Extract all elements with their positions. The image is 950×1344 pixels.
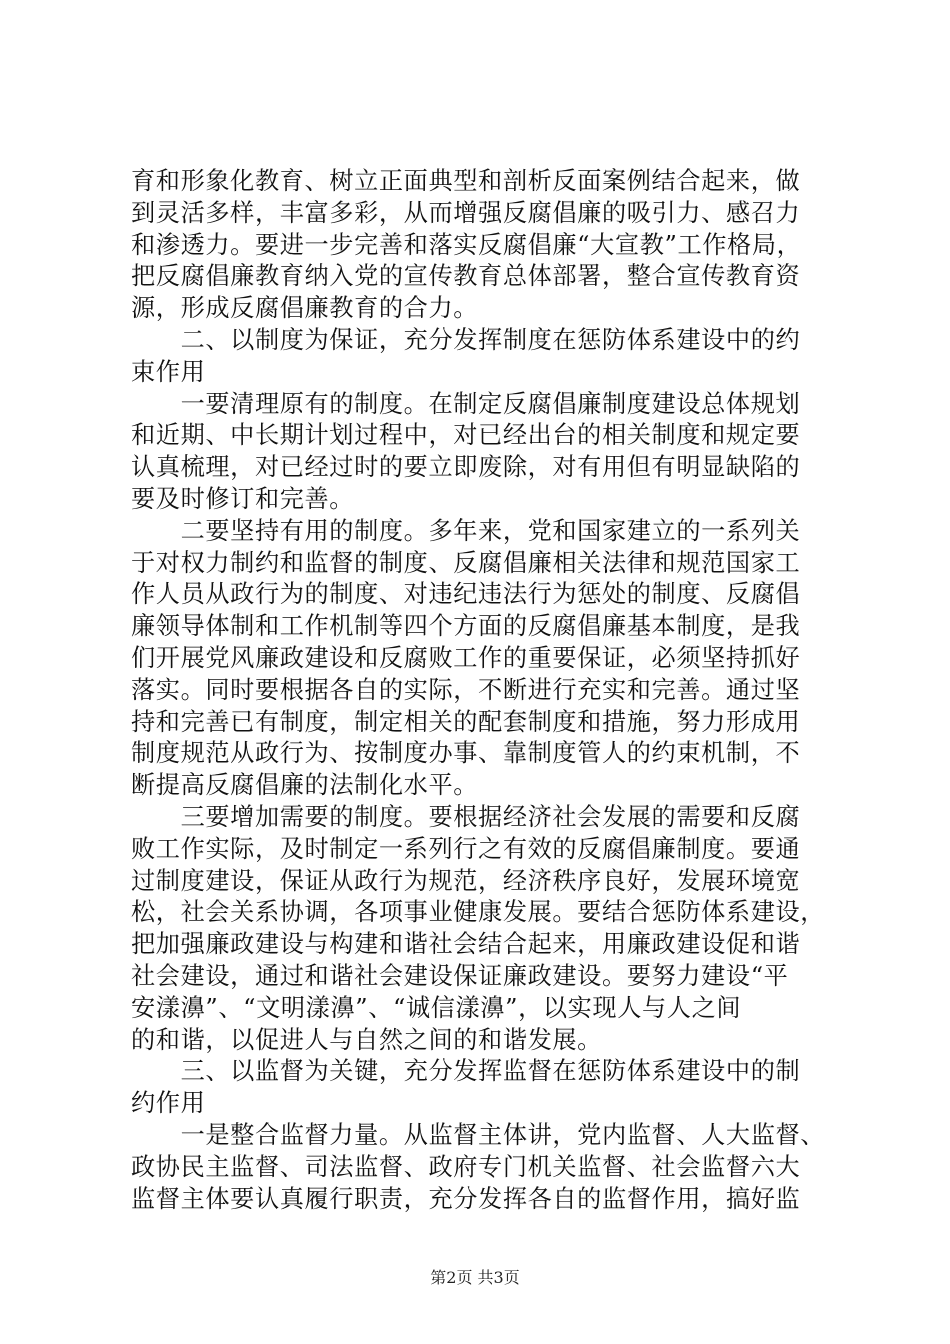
text-line: 败工作实际，及时制定一系列行之有效的反腐倡廉制度。要通 — [131, 834, 801, 863]
text-line: 束作用 — [131, 357, 206, 386]
text-line: 们开展党风廉政建设和反腐败工作的重要保证，必须坚持抓好 — [131, 643, 801, 672]
text-line: 社会建设，通过和谐社会建设保证廉政建设。要努力建设“平 — [131, 961, 789, 990]
text-line: 和渗透力。要进一步完善和落实反腐倡廉“大宣教”工作格局， — [131, 230, 802, 259]
text-line: 三要增加需要的制度。要根据经济社会发展的需要和反腐 — [131, 802, 801, 831]
text-line: 和近期、中长期计划过程中，对已经出台的相关制度和规定要 — [131, 421, 801, 450]
text-line: 松，社会关系协调，各项事业健康发展。要结合惩防体系建设， — [131, 898, 826, 927]
text-line: 到灵活多样，丰富多彩，从而增强反腐倡廉的吸引力、感召力 — [131, 198, 801, 227]
text-line: 一是整合监督力量。从监督主体讲，党内监督、人大监督、 — [131, 1120, 826, 1149]
text-line: 育和形象化教育、树立正面典型和剖析反面案例结合起来，做 — [131, 167, 801, 195]
text-line: 作人员从政行为的制度、对违纪违法行为惩处的制度、反腐倡 — [131, 580, 801, 609]
text-line: 源，形成反腐倡廉教育的合力。 — [131, 294, 479, 323]
text-line: 二要坚持有用的制度。多年来，党和国家建立的一系列关 — [131, 516, 801, 545]
text-line: 持和完善已有制度，制定相关的配套制度和措施，努力形成用 — [131, 707, 801, 736]
text-line: 要及时修订和完善。 — [131, 484, 355, 513]
text-line: 于对权力制约和监督的制度、反腐倡廉相关法律和规范国家工 — [131, 548, 801, 577]
text-line: 过制度建设，保证从政行为规范，经济秩序良好，发展环境宽 — [131, 866, 801, 895]
text-line: 制度规范从政行为、按制度办事、靠制度管人的约束机制，不 — [131, 739, 801, 768]
text-line: 把反腐倡廉教育纳入党的宣传教育总体部署，整合宣传教育资 — [131, 262, 801, 291]
text-line: 落实。同时要根据各自的实际，不断进行充实和完善。通过坚 — [131, 675, 801, 704]
text-line: 认真梳理，对已经过时的要立即废除，对有用但有明显缺陷的 — [131, 453, 801, 482]
page-number-footer: 第2页 共3页 — [430, 1268, 520, 1287]
text-line: 二、以制度为保证，充分发挥制度在惩防体系建设中的约 — [131, 325, 801, 354]
text-line: 政协民主监督、司法监督、政府专门机关监督、社会监督六大 — [131, 1152, 801, 1181]
text-line: 一要清理原有的制度。在制定反腐倡廉制度建设总体规划 — [131, 389, 801, 418]
body-text — [131, 166, 831, 1215]
text-line: 廉领导体制和工作机制等四个方面的反腐倡廉基本制度，是我 — [131, 612, 801, 641]
text-line: 把加强廉政建设与构建和谐社会结合起来，用廉政建设促和谐 — [131, 930, 801, 959]
text-line: 的和谐，以促进人与自然之间的和谐发展。 — [131, 1025, 602, 1054]
text-line: 三、以监督为关键，充分发挥监督在惩防体系建设中的制 — [131, 1057, 801, 1086]
text-line: 监督主体要认真履行职责，充分发挥各自的监督作用，搞好监 — [131, 1184, 801, 1213]
text-line: 断提高反腐倡廉的法制化水平。 — [131, 771, 479, 800]
text-line: 约作用 — [131, 1089, 206, 1118]
text-line: 安漾濞”、“文明漾濞”、“诚信漾濞”，以实现人与人之间 — [131, 993, 742, 1022]
